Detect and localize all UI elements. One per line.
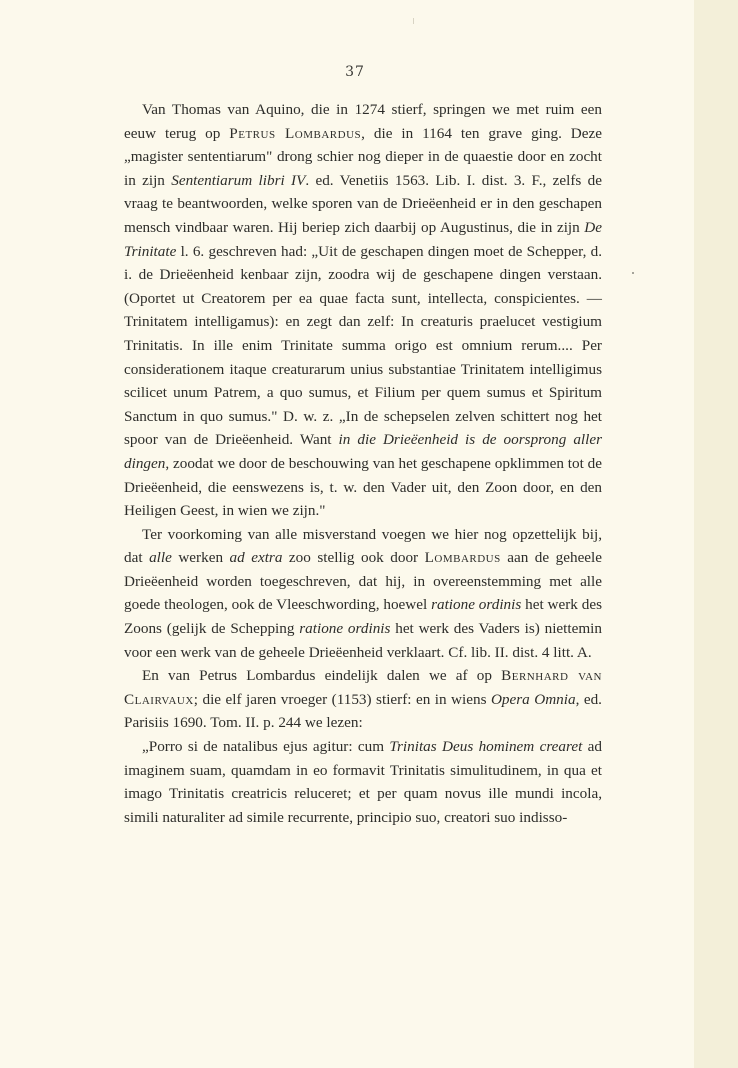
work-title: Sententiarum libri IV bbox=[171, 171, 306, 189]
text-run: , die in 1164 ten grave ging. Deze „magister sententiarum" drong schier nog dieper in de quaestie door en zocht in zijn bbox=[124, 124, 602, 189]
emphasis: ad extra bbox=[229, 549, 283, 567]
paragraph-2 bbox=[124, 523, 602, 665]
text-run: werken bbox=[171, 549, 230, 567]
author-name: Bernhard van Clairvaux bbox=[124, 667, 602, 708]
text-run: ; die elf jaren vroeger (1153) stierf: en in wiens bbox=[193, 690, 491, 708]
emphasis: ratione ordinis bbox=[431, 596, 522, 614]
text-run: En van Petrus Lombardus eindelijk dalen we af op bbox=[142, 667, 502, 685]
paragraph-3 bbox=[124, 664, 602, 735]
text-run: ad imaginem suam, quamdam in eo formavit Trinitatis simulitudinem, in qua et imago Trinitatis creatricis reluceret; et per quam novus ille mundi incola, simili naturaliter ad simile recurrente, principio suo, creatori suo indisso- bbox=[124, 738, 602, 826]
body-text bbox=[124, 98, 602, 829]
text-run: Van Thomas van Aquino, die in 1274 stierf, springen we met ruim een eeuw terug op bbox=[124, 101, 602, 142]
text-run: zoo stellig ook door bbox=[282, 549, 425, 567]
paragraph-1 bbox=[124, 98, 602, 523]
work-title: De Trinitate bbox=[124, 218, 602, 260]
paper-speck bbox=[632, 272, 634, 274]
emphasis: ratione ordinis bbox=[299, 620, 391, 638]
text-run: l. 6. geschreven had: „Uit de geschapen dingen moet de Schepper, d. i. de Drieëenheid kenbaar zijn, zoodra wij de geschapene dingen verstaan. (Oportet ut Creatorem per ea quae facta sunt, intellecta, conspicientes. — Trinitatem intelligamus): en zegt dan zelf: In creaturis praelucet vestigium Trinitatis. In ille enim Trinitate summa origo est omnium rerum.... Per considerationem itaque creaturarum unius substantiae Trinitatem intelligimus scilicet unum Patrem, a quo sumus, et Filium per quem sumus et Spiritum Sanctum in quo sumus." D. w. z. „In de schepselen zelven schittert nog het spoor van de Drieëenheid. Want bbox=[124, 242, 602, 449]
text-run: het werk des Vaders is) niettemin voor een werk van de geheele Drieëenheid verklaart. Cf. lib. II. dist. 4 litt. A. bbox=[124, 620, 602, 661]
page-edge-shadow bbox=[694, 0, 738, 1068]
text-run: , zoodat we door de beschouwing van het geschapene opklimmen tot de Drieëenheid, die eenswezens is, t. w. den Vader uit, den Zoon door, en den Heiligen Geest, in wien we zijn." bbox=[124, 454, 602, 520]
paragraph-4 bbox=[124, 735, 602, 829]
text-run: „Porro si de natalibus ejus agitur: cum bbox=[142, 738, 390, 756]
page-number: 37 bbox=[345, 64, 365, 80]
text-run: . ed. Venetiis 1563. Lib. I. dist. 3. F., zelfs de vraag te beantwoorden, welke sporen van de Drieëenheid er in den geschapen mensch vindbaar waren. Hij beriep zich daarbij op Augustinus, die in zijn bbox=[124, 171, 602, 236]
text-run: het werk des Zoons (gelijk de Schepping bbox=[124, 596, 602, 638]
text-run: aan de geheele Drieëenheid worden toegeschreven, dat hij, in overeenstemming met alle goede theologen, ook de Vleeschwording, hoewel bbox=[124, 549, 603, 614]
work-title: Opera Omnia bbox=[490, 690, 576, 708]
paper-speck bbox=[413, 18, 414, 24]
emphasis: in die Drieëenheid is de oorsprong aller dingen bbox=[124, 431, 603, 472]
author-name: Lombardus bbox=[424, 549, 501, 567]
text-run: Ter voorkoming van alle misverstand voegen we hier nog opzettelijk bij, dat bbox=[124, 525, 602, 567]
author-name: Petrus Lombardus bbox=[229, 124, 362, 142]
emphasis: alle bbox=[149, 549, 172, 567]
emphasis: Trinitas Deus hominem crearet bbox=[389, 738, 583, 756]
text-run: , ed. Parisiis 1690. Tom. II. p. 244 we lezen: bbox=[124, 690, 602, 732]
